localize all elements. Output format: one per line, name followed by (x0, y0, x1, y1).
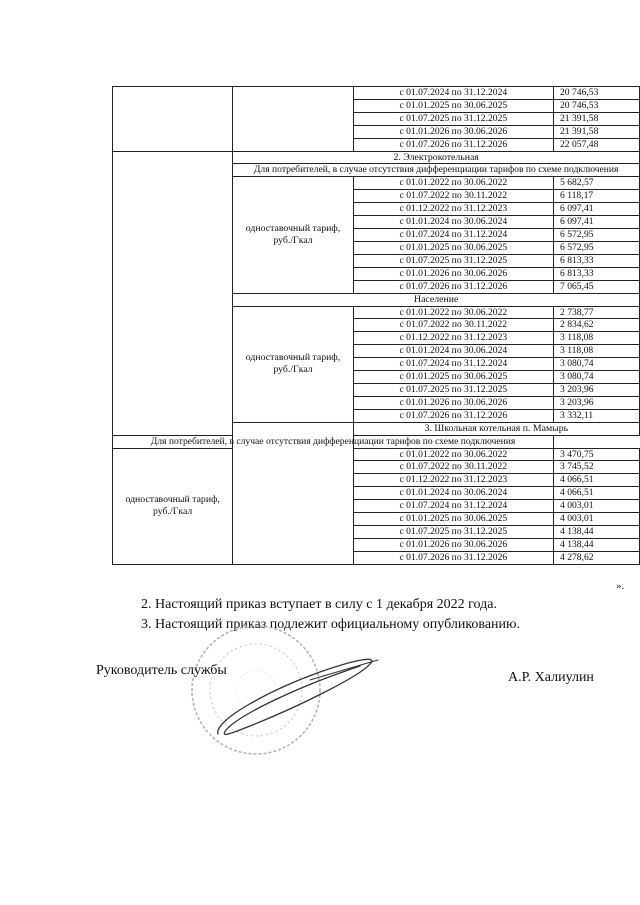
value-cell: 4 003,01 (554, 513, 640, 526)
value-cell: 21 391,58 (554, 125, 640, 138)
period-cell: с 01.07.2022 по 30.11.2022 (353, 461, 553, 474)
continuation-type-cell (233, 87, 353, 152)
tariff-type-label: одноставочный тариф, руб./Гкал (233, 177, 353, 293)
value-cell: 20 746,53 (554, 87, 640, 100)
period-cell: с 01.07.2024 по 31.12.2024 (353, 358, 553, 371)
period-cell: с 01.12.2022 по 31.12.2023 (353, 332, 553, 345)
period-cell: с 01.07.2026 по 31.12.2026 (353, 551, 553, 564)
period-cell: с 01.07.2022 по 30.11.2022 (353, 319, 553, 332)
value-cell: 3 080,74 (554, 358, 640, 371)
period-cell: с 01.01.2026 по 30.06.2026 (353, 267, 553, 280)
value-cell: 4 066,51 (554, 474, 640, 487)
period-cell: с 01.01.2022 по 30.06.2022 (353, 306, 553, 319)
value-cell: 3 080,74 (554, 371, 640, 384)
period-cell: с 01.07.2025 по 31.12.2025 (353, 526, 553, 539)
section-title: 2. Электрокотельная (233, 151, 640, 164)
closing-quote: ». (616, 580, 625, 592)
value-cell: 7 065,45 (554, 280, 640, 293)
period-cell: с 01.01.2024 по 30.06.2024 (353, 216, 553, 229)
value-cell: 2 738,77 (554, 306, 640, 319)
clause-effective-date: 2. Настоящий приказ вступает в силу с 1 декабря 2022 года. (141, 597, 497, 612)
period-cell: с 01.12.2022 по 31.12.2023 (353, 203, 553, 216)
section-title: 3. Школьная котельная п. Мамырь (353, 422, 639, 435)
handwritten-signature (210, 650, 380, 740)
period-cell: с 01.01.2025 по 30.06.2025 (353, 371, 553, 384)
continuation-outer-cell (113, 87, 233, 152)
value-cell: 3 118,08 (554, 345, 640, 358)
period-cell: с 01.01.2024 по 30.06.2024 (353, 345, 553, 358)
value-cell: 6 097,41 (554, 203, 640, 216)
clause-publication: 3. Настоящий приказ подлежит официальному опубликованию. (141, 617, 520, 632)
signatory-name: А.Р. Халиулин (508, 670, 594, 685)
value-cell: 3 332,11 (554, 409, 640, 422)
section-note: Для потребителей, в случае отсутствия дифференциации тарифов по схеме подключения (233, 164, 640, 177)
period-cell: с 01.07.2025 по 31.12.2025 (353, 112, 553, 125)
period-cell: с 01.01.2026 по 30.06.2026 (353, 125, 553, 138)
period-cell: с 01.01.2026 по 30.06.2026 (353, 396, 553, 409)
value-cell: 5 682,57 (554, 177, 640, 190)
value-cell: 3 203,96 (554, 383, 640, 396)
section-note: Для потребителей, в случае отсутствия дифференциации тарифов по схеме подключения (113, 435, 554, 448)
value-cell: 6 572,95 (554, 241, 640, 254)
period-cell: с 01.07.2025 по 31.12.2025 (353, 383, 553, 396)
tariff-type-label: одноставочный тариф, руб./Гкал (113, 448, 233, 564)
period-cell: с 01.07.2024 по 31.12.2024 (353, 500, 553, 513)
value-cell: 6 813,33 (554, 254, 640, 267)
population-title: Население (233, 293, 640, 306)
value-cell: 4 066,51 (554, 487, 640, 500)
value-cell: 4 138,44 (554, 526, 640, 539)
table-row (113, 448, 640, 461)
section-note-row (113, 435, 640, 448)
value-cell: 6 813,33 (554, 267, 640, 280)
signatory-position: Руководитель службы (96, 663, 227, 678)
value-cell: 3 470,75 (554, 448, 640, 461)
period-cell: с 01.07.2026 по 31.12.2026 (353, 280, 553, 293)
value-cell: 3 745,52 (554, 461, 640, 474)
period-cell: с 01.01.2025 по 30.06.2025 (353, 99, 553, 112)
period-cell: с 01.07.2024 по 31.12.2024 (353, 87, 553, 100)
value-cell: 3 118,08 (554, 332, 640, 345)
period-cell: с 01.07.2022 по 30.11.2022 (353, 190, 553, 203)
period-cell: с 01.07.2025 по 31.12.2025 (353, 254, 553, 267)
value-cell: 4 138,44 (554, 538, 640, 551)
value-cell: 6 118,17 (554, 190, 640, 203)
period-cell: с 01.07.2026 по 31.12.2026 (353, 138, 553, 151)
value-cell: 4 003,01 (554, 500, 640, 513)
value-cell: 20 746,53 (554, 99, 640, 112)
period-cell: с 01.01.2022 по 30.06.2022 (353, 448, 553, 461)
value-cell: 22 057,48 (554, 138, 640, 151)
tariff-type-label: одноставочный тариф, руб./Гкал (233, 306, 353, 422)
period-cell: с 01.01.2025 по 30.06.2025 (353, 241, 553, 254)
value-cell: 6 097,41 (554, 216, 640, 229)
value-cell: 6 572,95 (554, 229, 640, 242)
outer-column-cell (113, 151, 233, 435)
period-cell: с 01.07.2026 по 31.12.2026 (353, 409, 553, 422)
period-cell: с 01.01.2025 по 30.06.2025 (353, 513, 553, 526)
period-cell: с 01.12.2022 по 31.12.2023 (353, 474, 553, 487)
value-cell: 4 278,62 (554, 551, 640, 564)
table-row (113, 87, 640, 100)
value-cell: 3 203,96 (554, 396, 640, 409)
value-cell: 21 391,58 (554, 112, 640, 125)
period-cell: с 01.01.2026 по 30.06.2026 (353, 538, 553, 551)
value-cell: 2 834,62 (554, 319, 640, 332)
period-cell: с 01.01.2024 по 30.06.2024 (353, 487, 553, 500)
section-heading-row (113, 151, 640, 164)
period-cell: с 01.07.2024 по 31.12.2024 (353, 229, 553, 242)
period-cell: с 01.01.2022 по 30.06.2022 (353, 177, 553, 190)
tariff-table (112, 86, 640, 565)
